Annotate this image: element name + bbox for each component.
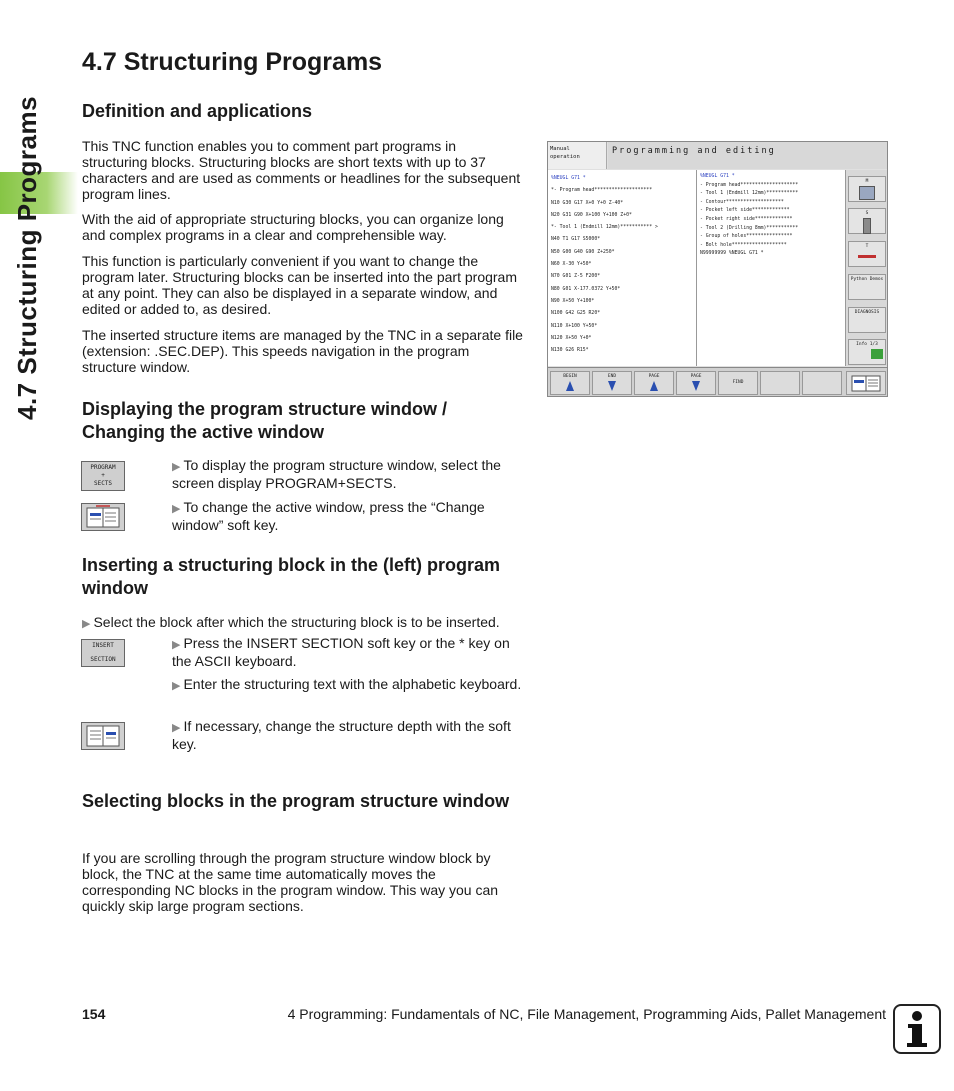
step-text: Enter the structuring text with the alphabetic keyboard.	[183, 676, 522, 692]
step-text: Press the INSERT SECTION soft key or the * key on the ASCII keyboard.	[172, 635, 510, 669]
window-switch-icon	[851, 374, 881, 392]
softkey-label: +	[101, 472, 105, 479]
softkey-label: PAGE	[690, 374, 702, 379]
softkey-label: Python Demos	[850, 277, 884, 282]
bottom-softkey-begin	[550, 371, 590, 395]
side-softkey-m	[848, 176, 886, 202]
side-softkey-s	[848, 208, 886, 234]
triangle-bullet-icon: ▶	[172, 722, 181, 734]
program-window	[548, 170, 697, 366]
triangle-bullet-icon: ▶	[82, 618, 91, 630]
bottom-softkey-page-up	[634, 371, 674, 395]
side-softkey-t	[848, 241, 886, 267]
section-heading-definition: Definition and applications	[82, 101, 313, 121]
bottom-softkey-empty	[760, 371, 800, 395]
program-line: N70 G01 Z-5 F200*	[551, 274, 601, 280]
structure-line: - Pocket left side*************	[700, 208, 790, 214]
softkey-structure-depth[interactable]	[81, 722, 125, 750]
step-text: To change the active window, press the “Change window” soft key.	[172, 499, 485, 533]
bottom-softkey-page-down	[676, 371, 716, 395]
program-line: N60 X-30 Y+50*	[551, 262, 592, 268]
info-glyph	[895, 1006, 939, 1052]
step	[172, 718, 524, 752]
softkey-label: T	[865, 244, 869, 249]
bottom-softkey-find	[718, 371, 758, 395]
chapter-footer: 4 Programming: Fundamentals of NC, File Management, Programming Aids, Pallet Management	[287, 1006, 886, 1022]
side-softkey-diagnosis	[848, 307, 886, 333]
tnc-screen-image	[547, 141, 888, 397]
structure-line: - Program head********************	[700, 182, 799, 188]
arrow-down-icon	[608, 381, 616, 391]
triangle-bullet-icon: ▶	[172, 503, 181, 515]
softkey-label: END	[607, 374, 617, 379]
softkey-label: SECTION	[90, 656, 116, 663]
program-line: N80 G01 X-177.0372 Y+50*	[551, 286, 621, 292]
softkey-label: BEGIN	[563, 374, 577, 379]
structure-line: N99999999 %NEUGL G71 *	[700, 251, 764, 257]
program-line: *- Tool 1 (Endmill 12mm)*********** >	[551, 225, 658, 231]
softkey-change-window[interactable]	[81, 503, 125, 531]
step	[82, 614, 524, 632]
program-line: N50 G00 G40 G90 Z+250*	[551, 249, 615, 255]
step	[172, 499, 524, 533]
bottom-softkey-end	[592, 371, 632, 395]
program-line: N90 X+50 Y+100*	[551, 298, 595, 304]
structure-line: - Contour********************	[700, 199, 784, 205]
structure-line: - Group of holes****************	[700, 234, 793, 240]
structure-depth-icon	[82, 723, 124, 749]
softkey-label: DIAGNOSIS	[854, 310, 880, 315]
structure-line: - Bolt hole*******************	[700, 242, 787, 248]
program-line: N20 G31 G90 X+100 Y+100 Z+0*	[551, 212, 632, 218]
softkey-label: INSERT	[92, 642, 114, 649]
structure-line: - Pocket right side*************	[700, 216, 793, 222]
triangle-bullet-icon: ▶	[172, 639, 181, 651]
bottom-softkey-empty	[802, 371, 842, 395]
page-number: 154	[82, 1006, 106, 1022]
section-heading-insert-block: Inserting a structuring block in the (left) program window	[82, 555, 501, 598]
softkey-insert-section[interactable]	[81, 639, 125, 667]
paragraph: With the aid of appropriate structuring blocks, you can organize long and complex programs in a clear and comprehensible way.	[82, 211, 504, 243]
program-line: %NEUGL G71 *	[551, 176, 586, 181]
program-line: N40 T1 G17 S5000*	[551, 237, 601, 243]
info-icon	[893, 1004, 941, 1054]
step-text: Select the block after which the structuring block is to be inserted.	[93, 614, 500, 630]
program-line: N10 G30 G17 X+0 Y+0 Z-40*	[551, 200, 624, 206]
paragraph: The inserted structure items are managed by the TNC in a separate file (extension: .SEC.DEP). This speeds navigation in the program structure window.	[82, 327, 523, 375]
side-softkey-python-demos	[848, 274, 886, 300]
step	[172, 635, 524, 669]
arrow-up-icon	[566, 381, 574, 391]
screen-side-softkeys	[845, 170, 888, 366]
program-line: N130 G26 R15*	[551, 348, 589, 354]
screen-title: Programming and editing	[608, 142, 888, 169]
program-line: N100 G42 G25 R20*	[551, 311, 601, 317]
page-title: 4.7 Structuring Programs	[82, 48, 383, 76]
paragraph: This function is particularly convenient if you want to change the program later. Structuring blocks can be inserted into the part program at any point. They can also be displayed in a separate window, and edited or added to, as desired.	[82, 253, 517, 317]
softkey-label: S	[865, 211, 869, 216]
arrow-up-icon	[650, 381, 658, 391]
step-text: To display the program structure window, select the screen display PROGRAM+SECTS.	[172, 457, 501, 491]
structure-window	[697, 170, 845, 366]
softkey-label: PAGE	[648, 374, 660, 379]
mode-line: operation	[550, 154, 580, 160]
side-softkey-info	[848, 339, 886, 365]
paragraph: This TNC function enables you to comment part programs in structuring blocks. Structuring blocks are short texts with up to 37 characters and are used as comments or headlines for the subsequent program lines.	[82, 138, 521, 202]
arrow-down-icon	[692, 381, 700, 391]
program-line: *- Program head********************	[551, 188, 653, 194]
screen-bottom-softkeys	[548, 367, 888, 397]
softkey-label: M	[865, 179, 869, 184]
softkey-label: PROGRAM	[90, 464, 116, 471]
window-switch-icon	[82, 504, 124, 530]
section-heading-display-window: Displaying the program structure window / Changing the active window	[82, 399, 448, 442]
softkey-label: FIND	[732, 380, 744, 385]
program-line: N120 X+50 Y+0*	[551, 335, 592, 341]
section-heading-selecting-blocks: Selecting blocks in the program structure window	[82, 791, 510, 811]
paragraph: If you are scrolling through the program structure window block by block, the TNC at the same time automatically moves the corresponding NC blocks in the program window. This way you can quickly skip large program sections.	[82, 850, 499, 914]
structure-line: %NEUGL G71 *	[700, 174, 735, 179]
step	[172, 676, 524, 694]
triangle-bullet-icon: ▶	[172, 680, 181, 692]
program-line: N110 X+100 Y+50*	[551, 323, 598, 329]
side-tab-title: 4.7 Structuring Programs	[12, 95, 42, 420]
softkey-program-sects[interactable]	[81, 461, 125, 491]
softkey-label: SECTS	[93, 480, 113, 487]
mode-line: Manual	[550, 146, 570, 152]
structure-line: - Tool 2 (Drilling 8mm)***********	[700, 225, 799, 231]
step	[172, 457, 524, 491]
structure-line: - Tool 1 (Endmill 12mm)***********	[700, 191, 799, 197]
bottom-softkey-change-window	[846, 371, 886, 395]
screen-mode-label	[548, 142, 607, 169]
triangle-bullet-icon: ▶	[172, 461, 181, 473]
step-text: If necessary, change the structure depth with the soft key.	[172, 718, 511, 752]
softkey-label: Info 1/3	[856, 342, 878, 347]
